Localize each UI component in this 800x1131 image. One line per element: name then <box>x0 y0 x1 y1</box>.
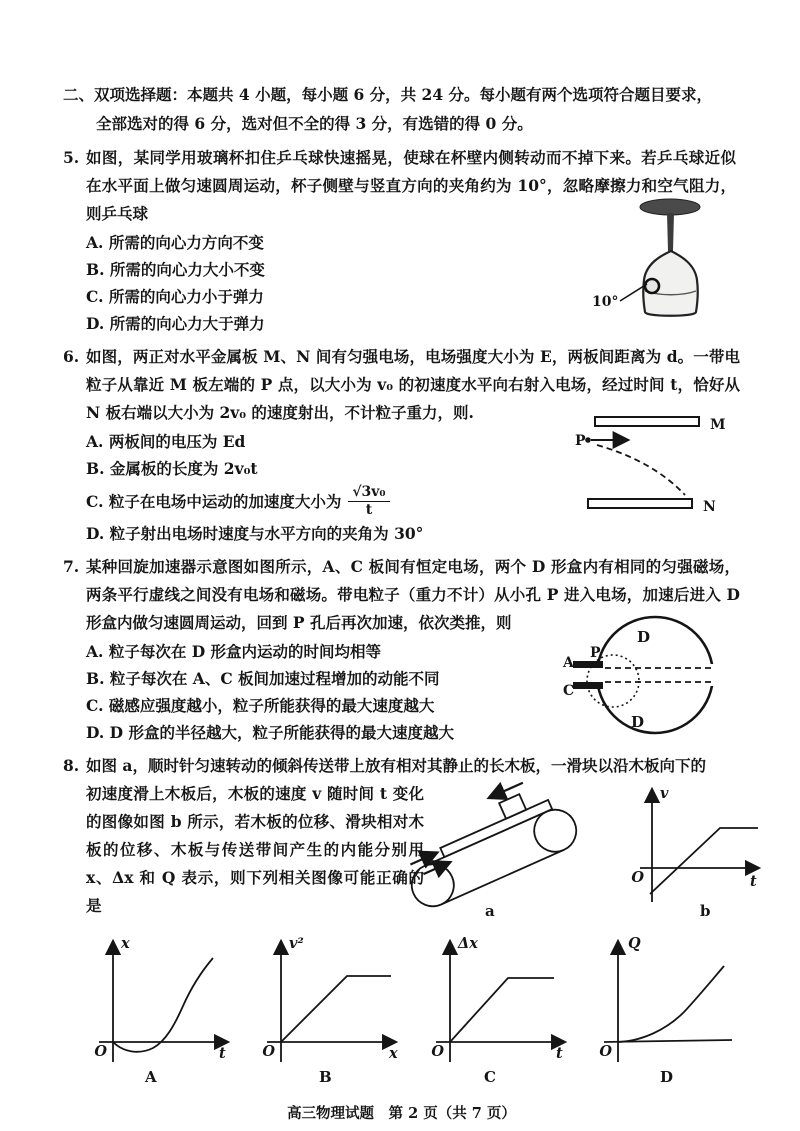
page-footer: 高三物理试题 第 2 页（共 7 页） <box>287 1105 516 1122</box>
graph-option-B <box>237 930 403 1088</box>
figure-parallel-plates <box>575 409 740 521</box>
plate-M-label: M <box>710 417 726 433</box>
y-axis-label: Δx <box>457 935 478 952</box>
question-5-stem: 如图，某同学用玻璃杯扣住乒乓球快速摇晃，使球在杯壁内侧转动而不掉下来。若乒乓球近似在水平面上做匀速圆周运动，杯子侧壁与竖直方向的夹角约为 10°，忽略摩擦力和空气阻力，则乒乓球 <box>86 148 736 223</box>
curve-v2-x <box>281 976 391 1042</box>
figure-a-caption: a <box>485 902 495 920</box>
question-7-option-c: C. 磁感应强度越小，粒子所能获得的最大速度越大 <box>86 696 435 715</box>
graph-option-A <box>69 930 235 1088</box>
belt-assembly <box>399 780 583 913</box>
question-6-option-d: D. 粒子射出电场时速度与水平方向的夹角为 30° <box>86 524 424 543</box>
origin-label: O <box>262 1043 276 1060</box>
graph-option-D <box>574 930 740 1088</box>
question-5-option-d: D. 所需的向心力大于弹力 <box>86 314 265 333</box>
plate-A <box>573 661 603 668</box>
y-axis-label: v² <box>289 935 305 952</box>
plank <box>440 800 552 857</box>
question-5-option-b: B. 所需的向心力大小不变 <box>86 260 265 279</box>
question-8-number: 8. <box>63 756 80 775</box>
question-6-number: 6. <box>63 347 80 366</box>
origin-label: O <box>599 1043 612 1060</box>
origin-label: O <box>631 869 644 886</box>
question-5-option-c: C. 所需的向心力小于弹力 <box>86 287 264 306</box>
figure-inverted-glass <box>590 194 740 322</box>
question-7-option-d: D. D 形盒的半径越大，粒子所能获得的最大速度越大 <box>86 723 455 742</box>
particle-trajectory <box>597 445 685 495</box>
plate-M <box>595 417 699 426</box>
pulley-left <box>405 858 460 913</box>
section-title-line1: 二、双项选择题：本题共 4 小题，每小题 6 分，共 24 分。每小题有两个选项符合题目要求， <box>63 85 713 104</box>
glass-cup-illustration <box>590 194 740 322</box>
glass-foot <box>640 199 700 215</box>
plates-diagram <box>575 409 740 521</box>
vt-graph-figure <box>600 780 770 922</box>
point-P-label: P <box>575 433 586 449</box>
origin-label: O <box>94 1043 107 1060</box>
question-7-stem: 某种回旋加速器示意图如图所示，A、C 板间有恒定电场，两个 D 形盒内有相同的匀强磁场，两条平行虚线之间没有电场和磁场。带电粒子（重力不计）从小孔 P 进入电场，加速后进入 D 形盒内做匀速圆周运动，回到 P 孔后再次加速，依次类推，则 <box>86 557 740 632</box>
question-6-stem: 如图，两正对水平金属板 M、N 间有匀强电场，电场强度大小为 E，两板间距离为 d。一带电粒子从靠近 M 板左端的 P 点，以大小为 v₀ 的初速度水平向右射入电场，经过时间 t，恰好从 N 板右端以大小为 2v₀ 的速度射出，不计粒子重力，则. <box>86 347 740 422</box>
question-8-stem-line1: 如图 a，顺时针匀速转动的倾斜传送带上放有相对其静止的长木板，一滑块以沿木板向下的 <box>86 756 706 775</box>
graph-C-caption: C <box>483 1068 496 1086</box>
plank-velocity-curve <box>650 828 758 894</box>
x-axis-label: x <box>389 1045 398 1062</box>
question-5-number: 5. <box>63 148 80 167</box>
question-6-option-a: A. 两板间的电压为 Ed <box>86 432 246 451</box>
cyclotron-diagram <box>563 611 738 743</box>
fraction <box>348 484 389 518</box>
v-axis-label: v <box>660 785 669 802</box>
conveyor-belt-figure <box>399 780 594 922</box>
question-7-option-a: A. 粒子每次在 D 形盒内运动的时间均相等 <box>86 642 382 661</box>
answer-graphs-row <box>63 930 740 1088</box>
y-axis-label: Q <box>627 935 641 952</box>
ping-pong-ball <box>645 279 659 293</box>
plate-C-label: C <box>563 683 575 699</box>
question-7 <box>63 553 740 746</box>
glass-stem <box>667 213 674 251</box>
dee-bottom-label: D <box>631 713 645 731</box>
question-8-figures <box>399 780 770 922</box>
figure-cyclotron <box>563 611 738 743</box>
question-5 <box>63 144 740 337</box>
curve-q-t <box>618 966 724 1042</box>
question-7-number: 7. <box>63 557 80 576</box>
question-7-option-b: B. 粒子每次在 A、C 板间加速过程增加的动能不同 <box>86 669 440 688</box>
figure-b-caption: b <box>700 902 711 920</box>
option-c-text: C. 粒子在电场中运动的加速度大小为 <box>86 491 342 511</box>
graph-B-caption: B <box>319 1068 332 1086</box>
question-6 <box>63 343 740 547</box>
question-6-option-b: B. 金属板的长度为 2v₀t <box>86 459 258 478</box>
graph-option-C <box>406 930 572 1088</box>
x-axis-label: t <box>219 1045 226 1062</box>
graph-D-caption: D <box>659 1068 673 1086</box>
belt-bottom-line <box>441 850 563 905</box>
x-axis-label: t <box>555 1045 563 1062</box>
point-P-dot <box>585 437 591 443</box>
curve-x-t <box>113 958 213 1052</box>
angle-label: 10° <box>592 294 619 310</box>
section-title-line2: 全部选对的得 6 分，选对但不全的得 3 分，有选错的得 0 分。 <box>96 114 533 133</box>
origin-label: O <box>430 1043 444 1060</box>
section-header <box>63 80 740 138</box>
plate-N <box>588 499 692 508</box>
plate-A-label: A <box>563 655 574 671</box>
y-axis-label: x <box>121 935 130 952</box>
plate-N-label: N <box>703 499 716 515</box>
fraction-denominator: t <box>365 502 373 518</box>
question-8 <box>63 752 757 1088</box>
question-8-stem-rest: 初速度滑上木板后，木板的速度 v 随时间 t 变化的图像如图 b 所示，若木板的位移、滑块相对木板的位移、木板与传送带间产生的内能分别用 x、Δx 和 Q 表示，则下列相关图像可能正确的是 <box>86 784 424 915</box>
fraction-numerator: √3v₀ <box>348 484 389 502</box>
question-5-option-a: A. 所需的向心力方向不变 <box>86 233 264 252</box>
hole-P-label: P <box>590 645 601 661</box>
curve-dx-t <box>450 978 554 1042</box>
graph-A-caption: A <box>145 1068 157 1086</box>
t-axis-label: t <box>750 873 757 890</box>
dee-top-label: D <box>637 628 651 646</box>
